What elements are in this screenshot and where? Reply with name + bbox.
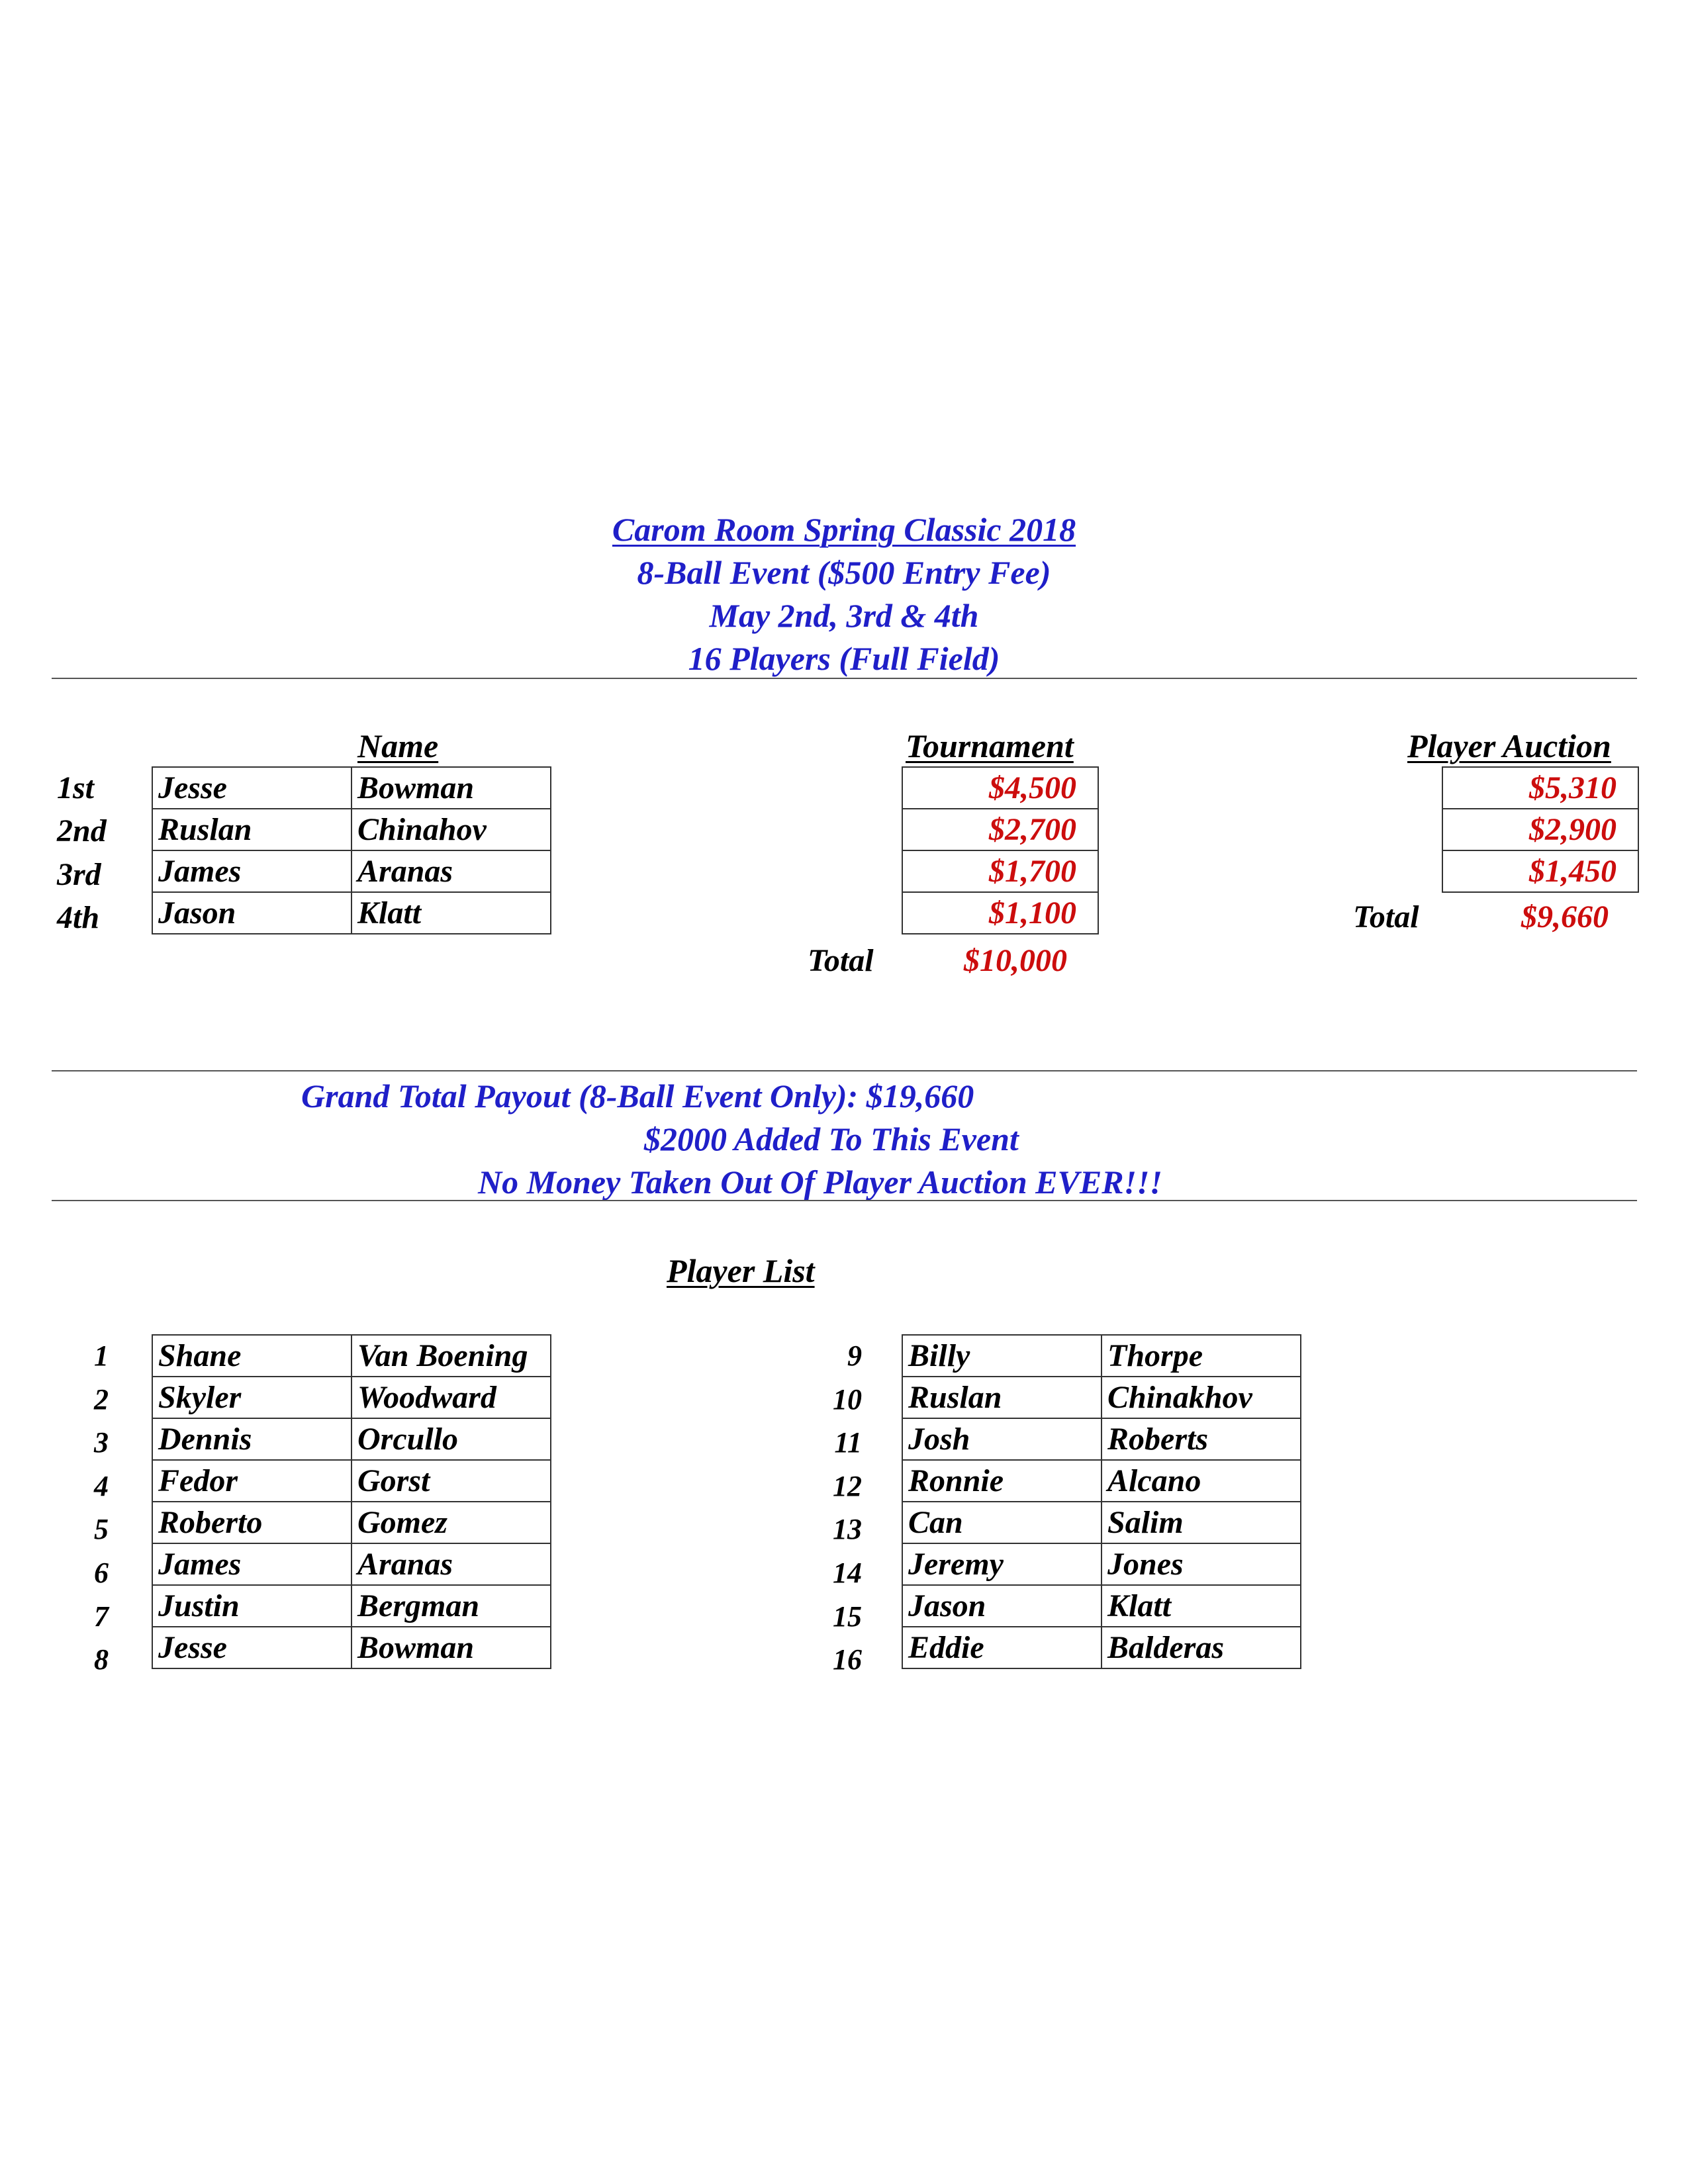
last-name-cell: Van Boening [352, 1335, 551, 1377]
last-name-cell: Bergman [352, 1585, 551, 1627]
winners-table [152, 766, 551, 934]
tournament-column-header: Tournament [906, 727, 1074, 764]
seed-number: 3 [94, 1426, 109, 1459]
seed-number: 2 [94, 1383, 109, 1416]
grand-total-line: Grand Total Payout (8-Ball Event Only): $19,660 [301, 1077, 974, 1115]
last-name-cell: Chinahov [352, 809, 551, 850]
seed-number: 5 [94, 1513, 109, 1545]
summary-top-divider [52, 1070, 1637, 1071]
last-name-cell: Gomez [352, 1502, 551, 1543]
table-row [1442, 850, 1638, 892]
table-row [902, 1418, 1301, 1460]
table-row [1442, 809, 1638, 850]
tournament-payout-cell: $4,500 [902, 767, 1098, 809]
table-row [152, 1502, 551, 1543]
tournament-total-label: Total [808, 943, 874, 978]
player-list-title: Player List [667, 1252, 815, 1289]
table-row [902, 767, 1098, 809]
last-name-cell: Aranas [352, 850, 551, 892]
first-name-cell: Skyler [152, 1377, 352, 1418]
seed-number: 16 [833, 1643, 862, 1676]
table-row [902, 809, 1098, 850]
seed-number: 11 [834, 1426, 862, 1459]
auction-total-label: Total [1353, 899, 1419, 934]
last-name-cell: Aranas [352, 1543, 551, 1585]
last-name-cell: Balderas [1102, 1627, 1301, 1668]
auction-total-value: $9,660 [1521, 899, 1609, 934]
table-row [152, 1418, 551, 1460]
seed-number: 7 [94, 1600, 109, 1633]
table-row [152, 1543, 551, 1585]
seed-number: 4 [94, 1470, 109, 1502]
tournament-payout-cell: $1,100 [902, 892, 1098, 934]
first-name-cell: Fedor [152, 1460, 352, 1502]
last-name-cell: Klatt [352, 892, 551, 934]
last-name-cell: Gorst [352, 1460, 551, 1502]
auction-payout-cell: $1,450 [1442, 850, 1638, 892]
place-label: 2nd [57, 813, 107, 848]
first-name-cell: James [152, 850, 352, 892]
seed-number: 8 [94, 1643, 109, 1676]
seed-number: 13 [833, 1513, 862, 1545]
added-money-line: $2000 Added To This Event [644, 1120, 1019, 1158]
auction-column-header: Player Auction [1407, 727, 1611, 764]
table-row [152, 1335, 551, 1377]
tournament-payout-cell: $1,700 [902, 850, 1098, 892]
table-row [152, 767, 551, 809]
first-name-cell: Justin [152, 1585, 352, 1627]
first-name-cell: Billy [902, 1335, 1102, 1377]
first-name-cell: Jesse [152, 767, 352, 809]
seed-number: 12 [833, 1470, 862, 1502]
table-row [902, 1502, 1301, 1543]
last-name-cell: Klatt [1102, 1585, 1301, 1627]
header-divider [52, 678, 1637, 679]
first-name-cell: Eddie [902, 1627, 1102, 1668]
table-row [902, 1543, 1301, 1585]
player-list-left-table [152, 1334, 551, 1669]
auction-note-line: No Money Taken Out Of Player Auction EVER!!! [478, 1163, 1162, 1201]
first-name-cell: Ronnie [902, 1460, 1102, 1502]
table-row [152, 1460, 551, 1502]
player-list-right-table [902, 1334, 1301, 1669]
first-name-cell: Roberto [152, 1502, 352, 1543]
seed-number: 15 [833, 1600, 862, 1633]
last-name-cell: Salim [1102, 1502, 1301, 1543]
last-name-cell: Jones [1102, 1543, 1301, 1585]
first-name-cell: James [152, 1543, 352, 1585]
last-name-cell: Roberts [1102, 1418, 1301, 1460]
first-name-cell: Jason [902, 1585, 1102, 1627]
seed-number: 10 [833, 1383, 862, 1416]
last-name-cell: Bowman [352, 1627, 551, 1668]
first-name-cell: Josh [902, 1418, 1102, 1460]
place-label: 4th [57, 900, 100, 935]
seed-number: 9 [847, 1340, 862, 1372]
first-name-cell: Can [902, 1502, 1102, 1543]
last-name-cell: Orcullo [352, 1418, 551, 1460]
tournament-payout-cell: $2,700 [902, 809, 1098, 850]
table-row [152, 892, 551, 934]
last-name-cell: Thorpe [1102, 1335, 1301, 1377]
seed-number: 14 [833, 1557, 862, 1589]
first-name-cell: Dennis [152, 1418, 352, 1460]
auction-payout-table [1442, 766, 1639, 893]
tournament-total-value: $10,000 [964, 943, 1067, 978]
table-row [902, 1335, 1301, 1377]
table-row [902, 892, 1098, 934]
event-subtitle: 8-Ball Event ($500 Entry Fee) [637, 554, 1051, 591]
table-row [152, 1377, 551, 1418]
auction-payout-cell: $5,310 [1442, 767, 1638, 809]
first-name-cell: Jesse [152, 1627, 352, 1668]
table-row [902, 1377, 1301, 1418]
first-name-cell: Jeremy [902, 1543, 1102, 1585]
table-row [902, 1460, 1301, 1502]
first-name-cell: Shane [152, 1335, 352, 1377]
table-row [1442, 767, 1638, 809]
table-row [152, 850, 551, 892]
auction-payout-cell: $2,900 [1442, 809, 1638, 850]
table-row [152, 809, 551, 850]
last-name-cell: Bowman [352, 767, 551, 809]
first-name-cell: Ruslan [902, 1377, 1102, 1418]
seed-number: 1 [94, 1340, 109, 1372]
table-row [902, 1585, 1301, 1627]
event-title: Carom Room Spring Classic 2018 [612, 511, 1076, 548]
seed-number: 6 [94, 1557, 109, 1589]
table-row [152, 1585, 551, 1627]
first-name-cell: Jason [152, 892, 352, 934]
table-row [902, 850, 1098, 892]
last-name-cell: Alcano [1102, 1460, 1301, 1502]
last-name-cell: Woodward [352, 1377, 551, 1418]
place-label: 1st [57, 770, 95, 805]
tournament-payout-table [902, 766, 1099, 934]
summary-bottom-divider [52, 1200, 1637, 1201]
table-row [902, 1627, 1301, 1668]
place-label: 3rd [57, 857, 101, 892]
table-row [152, 1627, 551, 1668]
event-field-size: 16 Players (Full Field) [688, 640, 1000, 677]
name-column-header: Name [357, 727, 439, 764]
first-name-cell: Ruslan [152, 809, 352, 850]
last-name-cell: Chinakhov [1102, 1377, 1301, 1418]
event-dates: May 2nd, 3rd & 4th [709, 597, 979, 634]
